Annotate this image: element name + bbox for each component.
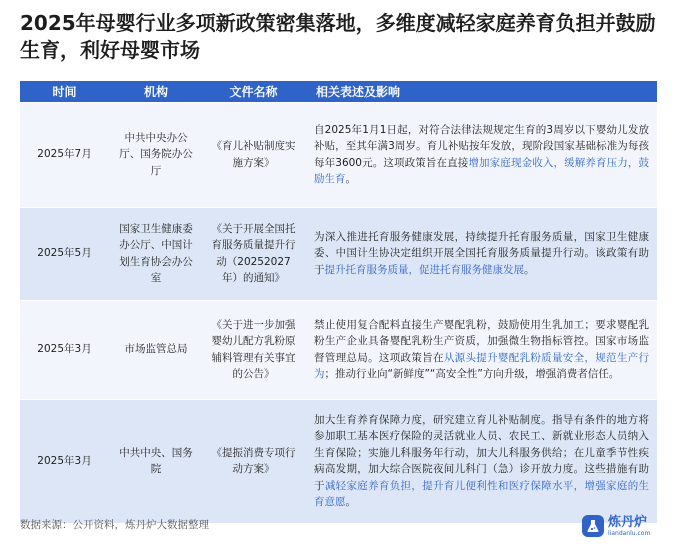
desc-tail: 。	[345, 173, 356, 185]
flask-icon	[586, 519, 600, 533]
cell-doc: 《提振消费专项行动方案》	[203, 399, 304, 523]
data-source-note: 数据来源：公开资料，炼丹炉大数据整理	[20, 519, 209, 531]
table-row	[20, 399, 657, 523]
desc-highlight: 减轻家庭养育负担，提升育儿便利性和医疗保障水平，增强家庭的生育意愿	[314, 479, 650, 509]
desc-tail: 。	[524, 263, 535, 276]
page-title: 2025年母婴行业多项新政策密集落地，多维度减轻家庭养育负担并鼓励生育，利好母婴市场	[20, 11, 656, 62]
cell-doc: 《关于开展全国托育服务质量提升行动（20252027年）的通知》	[203, 207, 304, 300]
desc-text: 自2025年1月1日起，对符合法律法规规定生育的3周岁以下婴幼儿发放补贴，至其年满3周岁。育儿补贴按年发放，现阶段国家基础标准为每孩每年3600元。这项政策旨在直接	[314, 123, 649, 169]
table-row	[20, 102, 657, 207]
table-row	[20, 207, 657, 300]
logo-name: 炼丹炉	[608, 514, 648, 530]
table-row	[20, 300, 657, 399]
policy-table	[20, 81, 657, 523]
cell-org: 国家卫生健康委办公厅、中国计划生育协会办公室	[109, 207, 203, 300]
cell-org: 中共中央办公厅、国务院办公厅	[109, 102, 203, 207]
desc-text: 为深入推进托育服务健康发展，持续提升托育服务质量，国家卫生健康委、中国计生协决定组织开展全国托育服务质量提升行动。该政策有助于	[314, 230, 649, 276]
logo-text	[608, 516, 650, 537]
desc-highlight: 提升托育服务质量，促进托育服务健康发展	[324, 263, 524, 276]
cell-doc: 《育儿补贴制度实施方案》	[203, 102, 304, 207]
table-header-row	[20, 81, 657, 102]
cell-desc	[304, 399, 657, 523]
cell-desc	[304, 102, 657, 207]
desc-tail: 。	[345, 496, 356, 509]
cell-time: 2025年7月	[20, 102, 109, 207]
cell-time: 2025年3月	[20, 399, 109, 523]
logo-url: liandanlu.com	[608, 529, 651, 537]
desc-highlight: 增加家庭现金收入，缓解养育压力，鼓励生育	[314, 156, 649, 185]
brand-logo	[582, 512, 662, 540]
desc-tail: ；推动行业向“新鲜度”“高安全性”方向升级，增强消费者信任。	[324, 368, 620, 380]
cell-org: 中共中央、国务院	[109, 399, 203, 523]
cell-desc	[304, 300, 657, 399]
flask-logo-icon	[582, 515, 604, 537]
cell-desc	[304, 207, 657, 300]
cell-org: 市场监管总局	[109, 300, 203, 399]
header-doc: 文件名称	[203, 81, 304, 102]
desc-text: 禁止使用复合配料直接生产婴配乳粉，鼓励使用生乳加工；要求婴配乳粉生产企业具备婴配乳粉生产资质，加强微生物指标管控。国家市场监督管理总局。这项政策旨在	[314, 318, 649, 364]
cell-doc: 《关于进一步加强婴幼儿配方乳粉原辅料管理有关事宜的公告》	[203, 300, 304, 399]
cell-time: 2025年5月	[20, 207, 109, 300]
header-desc: 相关表述及影响	[304, 81, 657, 102]
header-time: 时间	[20, 81, 109, 102]
header-org: 机构	[109, 81, 203, 102]
desc-text: 加大生育养育保障力度，研究建立育儿补贴制度。指导有条件的地方将参加职工基本医疗保险的灵活就业人员、农民工、新就业形态人员纳入生育保险；实施儿科服务年行动，加大儿科服务供给；在儿童季节性疾病高发期，加大综合医院夜间儿科门（急）诊开放力度。这些措施有助于	[314, 413, 649, 492]
cell-time: 2025年3月	[20, 300, 109, 399]
desc-highlight: 从源头提升婴配乳粉质量安全，规范生产行为	[314, 351, 650, 380]
